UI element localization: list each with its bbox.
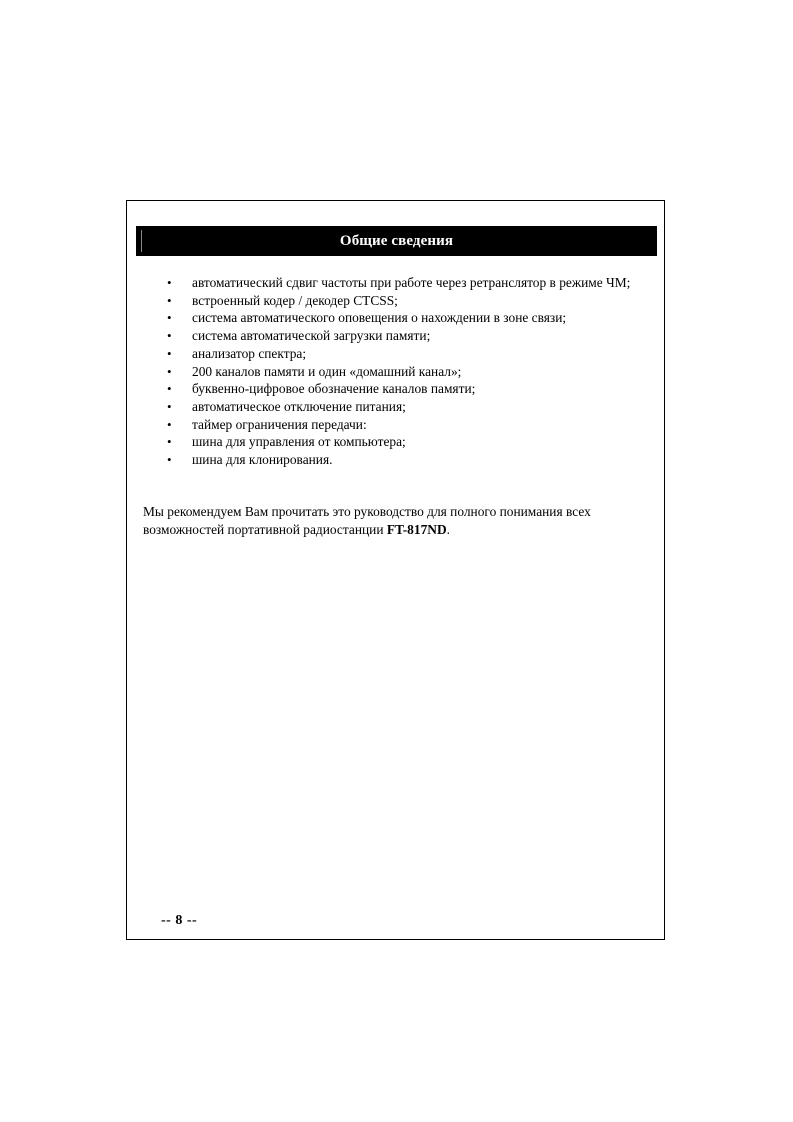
section-header	[136, 226, 657, 256]
bullet-icon: •	[167, 381, 172, 397]
bullet-icon: •	[167, 275, 172, 290]
bullet-icon: •	[167, 452, 172, 468]
list-item-text: таймер ограничения передачи:	[192, 416, 367, 432]
intro-paragraph	[143, 503, 655, 538]
list-item	[143, 363, 653, 381]
list-item-text: встроенный кодер / декодер CTCSS;	[192, 292, 398, 308]
bullet-icon: •	[167, 434, 172, 450]
section-title: Общие сведения	[339, 232, 454, 249]
bullet-icon: •	[167, 398, 172, 414]
page-number: -- 8 --	[161, 913, 198, 928]
bullet-icon: •	[167, 292, 172, 308]
list-item	[143, 345, 653, 363]
list-item	[143, 327, 653, 345]
intro-text-end: .	[446, 521, 450, 537]
bullet-icon: •	[167, 310, 172, 326]
list-item-text: 200 каналов памяти и один «домашний канал»;	[192, 363, 462, 379]
list-item	[143, 398, 653, 416]
list-item	[143, 309, 653, 327]
feature-list	[143, 274, 653, 469]
list-item-text: шина для управления от компьютера;	[192, 434, 406, 450]
list-item-text: система автоматической загрузки памяти;	[192, 328, 431, 344]
bullet-icon: •	[167, 363, 172, 379]
list-item-text: шина для клонирования.	[192, 452, 333, 468]
list-item	[143, 292, 653, 310]
list-item	[143, 451, 653, 469]
page-frame	[126, 200, 665, 940]
list-item-text: система автоматического оповещения о нахождении в зоне связи;	[192, 310, 567, 326]
intro-text: Мы рекомендуем Вам прочитать это руководство для полного понимания всех возможностей портативной радиостанции	[143, 504, 591, 537]
list-item-text: анализатор спектра;	[192, 345, 307, 361]
bullet-icon: •	[167, 328, 172, 344]
list-item	[143, 433, 653, 451]
model-name: FT-817ND	[386, 521, 447, 537]
bullet-icon: •	[167, 345, 172, 361]
bullet-icon: •	[167, 416, 172, 432]
list-item-text: автоматическое отключение питания;	[192, 398, 406, 414]
list-item	[143, 274, 653, 292]
list-item-text: автоматический сдвиг частоты при работе через ретранслятор в режиме ЧМ;	[192, 275, 631, 290]
list-item	[143, 380, 653, 398]
header-accent-bar	[141, 230, 142, 252]
list-item	[143, 416, 653, 434]
list-item-text: буквенно-цифровое обозначение каналов памяти;	[192, 381, 476, 397]
